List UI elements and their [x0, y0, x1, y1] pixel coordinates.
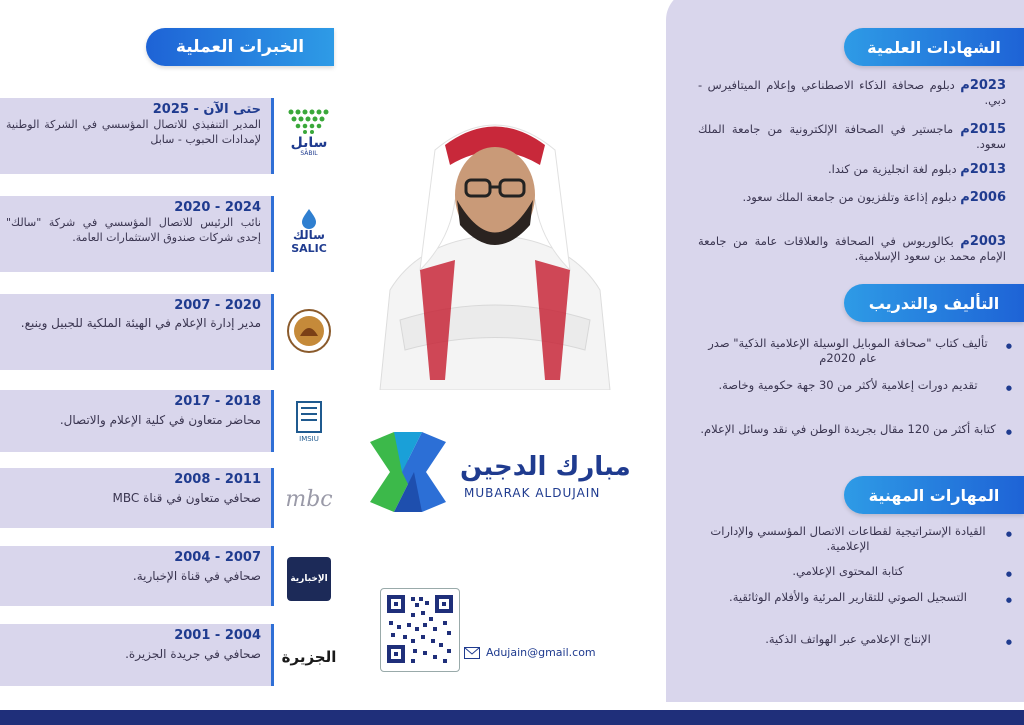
imsiu-logo [282, 392, 336, 446]
certificate-year: 2013م [960, 162, 1006, 177]
experience-card [0, 624, 274, 686]
certificate-year: 2006م [960, 190, 1006, 205]
certificate-item [698, 190, 1006, 205]
aljazirah-logo-text: الجزيرة [281, 648, 337, 666]
sabil-logo-sub: SABIL [300, 149, 318, 157]
sabil-dots-icon [285, 106, 333, 136]
experience-text: محاضر متعاون في كلية الإعلام والاتصال. [59, 413, 261, 427]
authoring-item [698, 336, 1012, 366]
skill-item [698, 524, 1012, 554]
certificate-item [698, 162, 1006, 177]
certificate-item [698, 122, 1006, 152]
experience-card [0, 468, 274, 528]
certificate-text: ماجستير في الصحافة الإلكترونية من جامعة الملك سعود. [698, 122, 1006, 151]
qr-code-icon [381, 589, 459, 671]
mbc-logo [282, 472, 336, 526]
certificate-text: دبلوم صحافة الذكاء الاصطناعي وإعلام الميتافيرس - دبي. [698, 78, 1006, 107]
certificates-header: الشهادات العلمية [844, 28, 1024, 66]
envelope-icon [464, 647, 480, 659]
experience-card [0, 546, 274, 606]
mbc-logo-text: mbc [285, 486, 333, 512]
certificate-item [698, 234, 1006, 264]
experience-years: 2020 - 2024 [174, 200, 261, 215]
brand-name-ar: مبارك الدجين [460, 452, 631, 482]
skill-text: كتابة المحتوى الإعلامي. [792, 564, 904, 578]
authoring-item [698, 422, 1012, 437]
salic-logo-text: سالك [293, 228, 325, 242]
salic-logo-sub: SALIC [291, 242, 327, 255]
certificate-year: 2023م [960, 78, 1007, 93]
experience-years: 2007 - 2020 [174, 298, 261, 313]
aljazirah-logo [282, 630, 336, 684]
skill-text: القيادة الإستراتيجية لقطاعات الاتصال المؤسسي والإدارات الإعلامية. [710, 524, 986, 553]
skill-text: التسجيل الصوتي للتقارير المرئية والأفلام الوثائقية. [729, 590, 967, 604]
alekhbariya-logo-text: الإخبارية [287, 557, 331, 601]
authoring-text: تقديم دورات إعلامية لأكثر من 30 جهة حكومية وخاصة. [718, 378, 978, 392]
brand-logo-icon [370, 432, 446, 512]
certificate-year: 2015م [960, 122, 1007, 137]
portrait-image [360, 90, 630, 390]
skill-item [698, 564, 1012, 579]
experience-card [0, 294, 274, 370]
authoring-item [698, 378, 1012, 393]
water-drop-icon [298, 207, 320, 229]
skill-item [698, 632, 1012, 647]
experience-card [0, 98, 274, 174]
authoring-header: التأليف والتدريب [844, 284, 1024, 322]
experience-years: 2004 - 2007 [174, 550, 261, 565]
authoring-text: كتابة أكثر من 120 مقال بجريدة الوطن في نقد وسائل الإعلام. [700, 422, 996, 436]
experience-years: 2008 - 2011 [174, 472, 261, 487]
qr-code[interactable] [380, 588, 460, 672]
footer-bar [0, 710, 1024, 725]
sabil-logo-text: سابل [290, 134, 328, 151]
imsiu-building-icon [289, 394, 329, 444]
certificate-text: دبلوم لغة انجليزية من كندا. [828, 162, 957, 176]
email-text: Adujain@gmail.com [486, 646, 596, 659]
certificate-item [698, 78, 1006, 108]
experience-years: 2025 - حتى الآن [152, 102, 261, 117]
experience-text: صحافي متعاون في قناة MBC [112, 491, 261, 505]
royal-commission-seal-icon [286, 308, 332, 354]
authoring-text: تأليف كتاب "صحافة الموبايل الوسيلة الإعلامية الذكية" صدر عام 2020م [708, 336, 988, 365]
experience-years: 2001 - 2004 [174, 628, 261, 643]
email-contact[interactable] [464, 646, 596, 659]
svg-text:IMSIU: IMSIU [299, 435, 319, 443]
salic-logo [282, 204, 336, 258]
experience-text: المدير التنفيذي للاتصال المؤسسي في الشركة الوطنية لإمدادات الحبوب - سابل [6, 118, 261, 146]
sabil-logo [282, 104, 336, 158]
experience-text: نائب الرئيس للاتصال المؤسسي في شركة "سالك" إحدى شركات صندوق الاستثمارات العامة. [6, 216, 261, 244]
certificate-year: 2003م [960, 234, 1007, 249]
brand-name-en: MUBARAK ALDUJAIN [464, 486, 601, 500]
royal-commission-logo [282, 304, 336, 358]
certificate-text: بكالوريوس في الصحافة والعلاقات عامة من جامعة الإمام محمد بن سعود الإسلامية. [698, 234, 1006, 263]
certificate-text: دبلوم إذاعة وتلفزيون من جامعة الملك سعود. [742, 190, 957, 204]
experience-card [0, 390, 274, 452]
skills-header: المهارات المهنية [844, 476, 1024, 514]
skill-item [698, 590, 1012, 605]
experience-text: مدير إدارة الإعلام في الهيئة الملكية للجبيل وينبع. [20, 316, 261, 330]
experience-text: صحافي في جريدة الجزيرة. [125, 647, 261, 661]
alekhbariya-logo [282, 552, 336, 606]
experience-text: صحافي في قناة الإخبارية. [132, 569, 261, 583]
experience-card [0, 196, 274, 272]
experience-header: الخبرات العملية [146, 28, 334, 66]
skill-text: الإنتاج الإعلامي عبر الهواتف الذكية. [765, 632, 931, 646]
experience-years: 2017 - 2018 [174, 394, 261, 409]
